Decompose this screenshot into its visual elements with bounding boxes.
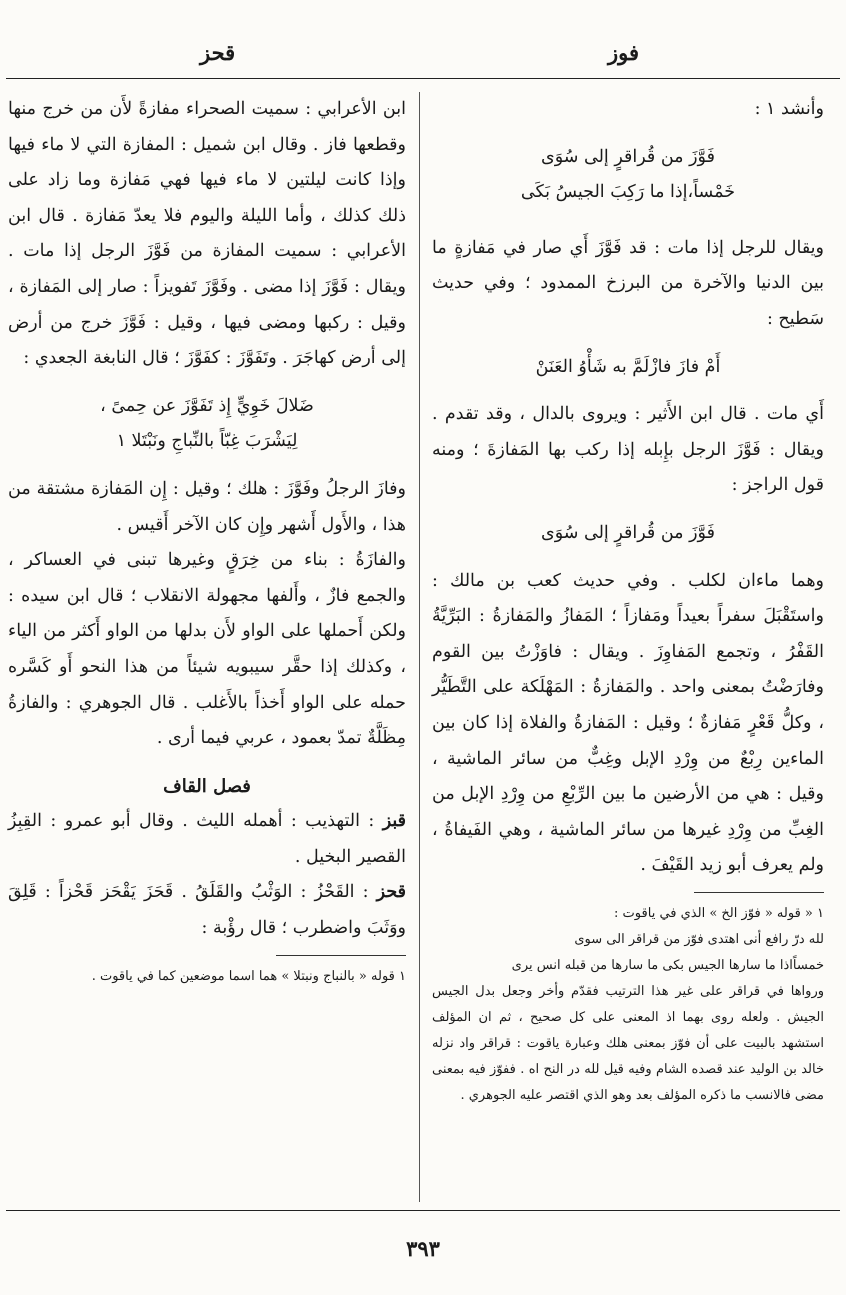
paragraph: أَي مات . قال ابن الأَثير : ويروى بالدال ، وقد تقدم . ويقال : فَوَّزَ الرجل بإِبله إذا ركب بها المَفازةَ ؛ ومنه قول الراجز :	[432, 404, 824, 496]
left-column	[8, 92, 406, 990]
header-right-root-word: فوز	[608, 40, 640, 65]
entry-body: : القَحْزُ : الوَثْبُ والقَلَقُ . قَحَزَ يَقْحَز قَحْزاً : قَلِقَ ووَثَبَ واضطرب ؛ قال رؤْبة :	[8, 882, 406, 939]
footnote-rule	[694, 892, 824, 893]
bottom-rule	[6, 1210, 840, 1211]
column-divider	[419, 92, 420, 1202]
header-left-root-word: قحز	[200, 40, 236, 65]
entry-qbz	[8, 804, 406, 875]
top-rule	[6, 78, 840, 79]
verse-line: فَوَّزَ من قُراقرٍ إلى سُوَى	[541, 522, 715, 543]
right-column	[432, 92, 824, 1109]
right-footnote	[432, 901, 824, 1109]
verse-line: ضَلالَ خَوِيٍّ إِذ تَفَوَّزَ عن حِمىً ،	[100, 395, 314, 416]
footnote-line: ١ « قوله « فوّز الخ » الذي في ياقوت :	[614, 905, 824, 921]
entry-headword: قبز	[382, 811, 406, 832]
entry-qhz	[8, 875, 406, 946]
paragraph: ابن الأعرابي : سميت الصحراء مفازةً لأَن من خرج منها وقطعها فاز . وقال ابن شميل : المفازة التي لا ماء فيها وإذا كانت ليلتين لا ماء فيها فهي مَفازة وما زاد على ذلك كذلك ، وأما الليلة واليوم فلا يعدّ مَفازة . قال ابن الأعرابي : سميت المفازة من فَوَّزَ الرجل إذا مات . ويقال : فَوَّزَ إذا مضى . وفَوَّزَ تَفويزاً : صار إلى المَفازة ، وقيل : ركبها ومضى فيها ، وقيل : فَوَّزَ خرج من أرض إلى أرض كهاجَرَ . وتَفَوَّزَ : كفَوَّزَ ؛ قال النابغة الجعدي :	[8, 99, 406, 369]
right-intro: وأنشد ١ :	[754, 99, 824, 119]
verse-line: خَمْساً،إذا ما رَكِبَ الجيسُ بَكَى	[520, 182, 736, 203]
paragraph: ويقال للرجل إذا مات : قد فَوَّزَ أَي صار في مَفازةٍ ما بين الدنيا والآخرة من البرزخ الممدود ؛ وفي حديث سَطيح :	[432, 237, 824, 329]
paragraph: والفازَةُ : بناء من خِرَقٍ وغيرها تبنى في العساكر ، والجمع فازٌ ، وأَلفها مجهولة الانقلاب ؛ قال ابن سيده : ولكن أَحملها على الواو لأَن بدلها من الواو أَكثر من الياء ، وكذلك إذا حقَّر سيبويه شيئاً من هذا النحو أَو كَسَّره حمله على الواو أَخذاً بالأَغلب . قال الجوهري : والفازةُ مِظَلَّةٌ تمدّ بعمود ، عربي فيما أرى .	[8, 550, 406, 749]
footnote-rule	[276, 955, 406, 956]
entry-body: : التهذيب : أهمله الليث . وقال أبو عمرو : القِبِزُ القصير البخيل .	[8, 811, 406, 867]
paragraph: وهما ماءان لكلب . وفي حديث كعب بن مالك : واستَقْبَلَ سفراً بعيداً ومَفازاً ؛ المَفازُ والمَفازةُ : البَرِّيَّةُ القَفْرُ ، وتجمع المَفاوِزَ . ويقال : فاوَزْتُ بين القوم وفارَضْتُ بمعنى واحد . والمَفازةُ : المَهْلَكة على التَّطَيُّر ، وكلُّ قَعْرٍ مَفازةٌ ؛ وقيل : المَفازةُ والفلاة إذا كان بين الماءين رِبْعٌ من وِرْدِ الإبل وغِبٌّ من سائر الماشية ، وقيل : هي من الأرضين ما بين الرِّبْعِ من وِرْدِ الإبل من الغِبِّ من وِرْدِ غيرها من سائر الماشية ، وهي الفَيفاةُ ، ولم يعرف أبو زيد القَيْفَ .	[432, 570, 824, 876]
footnote-line: ١ قوله « بالنباج ونبتلا » هما اسما موضعين كما في ياقوت .	[91, 968, 406, 984]
footnote-line: لله درّ رافع أنى اهتدى فوّز من قراقر الى سوى	[574, 931, 824, 947]
paragraph: وفازَ الرجلُ وفَوَّزَ : هلك ؛ وقيل : إِن المَفازة مشتقة من هذا ، والأَول أَشهر وإِن كان الآخر أَقيس .	[8, 478, 406, 535]
footnote-line: خمساًاذا ما سارها الجيس بكى ما سارها من قبله انس يرى	[511, 957, 824, 973]
verse-line: لِيَشْرَبَ غِبّاً بالنِّباجِ ونَبْتَلا ١	[116, 431, 298, 452]
page-number: ٣٩٣	[406, 1236, 440, 1261]
entry-headword: قحز	[376, 882, 406, 903]
verse-line: أَمْ فازَ فازْلَمَّ به شَأْوُ العَنَنْ	[535, 356, 721, 377]
left-footnote	[8, 964, 406, 990]
section-title: فصل القاف	[163, 775, 251, 797]
verse-line: فَوَّزَ من قُراقرٍ إلى سُوَى	[541, 146, 715, 167]
footnote-line: ورواها في قراقر على غير هذا الترتيب فقدّم وأخر وجعل بدل الجيس الجيش . ولعله روى بهما اذ المعنى على كل صحيح ، ثم ان المؤلف استشهد بالبيت على أن فوّز بمعنى هلك وعبارة ياقوت : قراقر واد نزله خالد بن الوليد عند قصده الشام وفيه قيل لله در النح اه . ففوّز فيه بمعنى مضى فالانسب ما ذكره المؤلف بعد وهو الذي اقتصر عليه الجوهري .	[432, 983, 824, 1103]
